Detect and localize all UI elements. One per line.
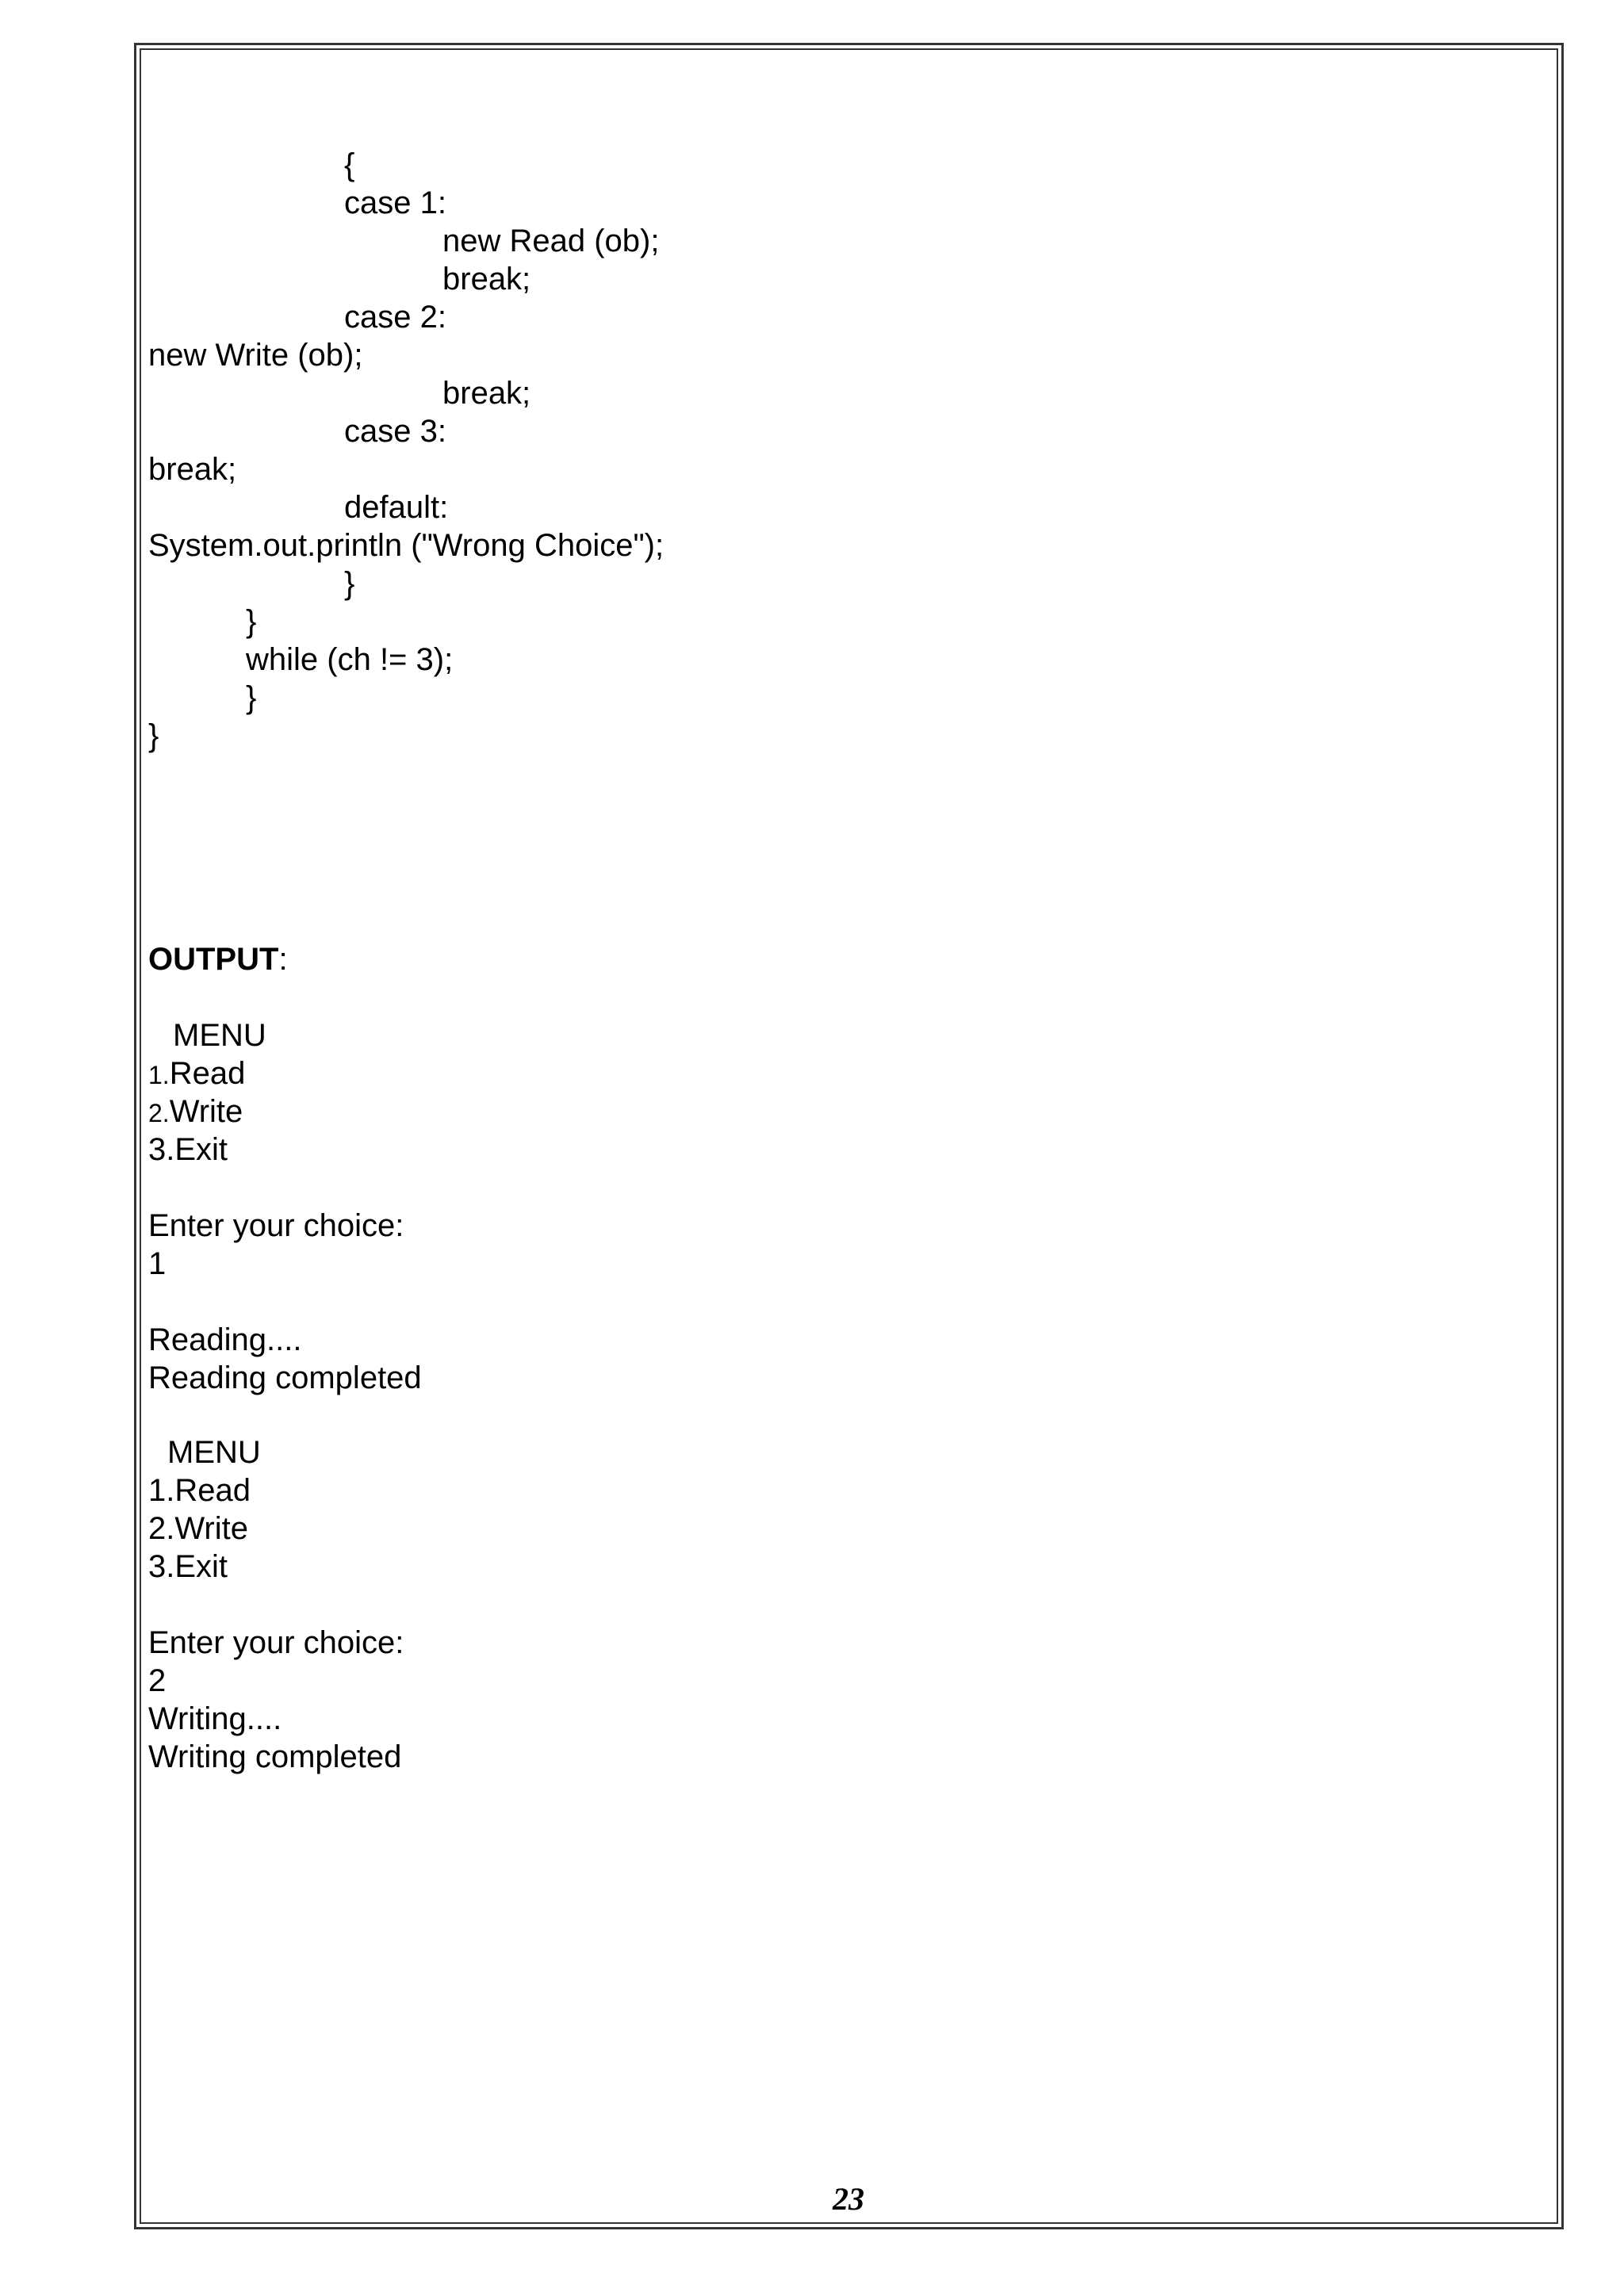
code-while: while (ch != 3); xyxy=(246,642,454,677)
run2-choice: 2 xyxy=(148,1663,167,1698)
code-break-3: break; xyxy=(148,452,237,487)
run1-message-1: Reading.... xyxy=(148,1322,302,1357)
run1-menu-option-3: 3.Exit xyxy=(148,1132,228,1167)
run1-menu-title: MENU xyxy=(173,1018,266,1053)
run2-menu-option-1: 1.Read xyxy=(148,1473,251,1508)
run2-message-1: Writing.... xyxy=(148,1701,282,1736)
code-close-switch: } xyxy=(344,566,355,601)
run2-message-2: Writing completed xyxy=(148,1739,402,1774)
page-border-inner xyxy=(140,48,1558,2224)
code-case-1: case 1: xyxy=(344,186,446,220)
code-close-do: } xyxy=(246,604,257,639)
code-default: default: xyxy=(344,490,449,525)
code-println: System.out.println ("Wrong Choice"); xyxy=(148,528,665,563)
code-close-main: } xyxy=(246,680,257,715)
run2-menu-option-3: 3.Exit xyxy=(148,1549,228,1584)
code-case-2: case 2: xyxy=(344,300,446,335)
run2-prompt: Enter your choice: xyxy=(148,1625,404,1660)
run1-option-2-number: 2. xyxy=(148,1099,170,1127)
run2-menu-title: MENU xyxy=(167,1435,261,1470)
run1-prompt: Enter your choice: xyxy=(148,1208,404,1243)
code-break-2: break; xyxy=(442,376,531,411)
run1-option-2-label: Write xyxy=(169,1094,243,1129)
run1-option-1-label: Read xyxy=(169,1056,246,1091)
run1-menu-option-1 xyxy=(148,1054,245,1094)
code-new-write: new Write (ob); xyxy=(148,338,363,373)
run2-menu-option-2: 2.Write xyxy=(148,1511,248,1546)
output-heading-colon: : xyxy=(278,942,288,977)
run1-menu-option-2 xyxy=(148,1093,243,1132)
run1-option-1-number: 1. xyxy=(148,1061,170,1089)
code-open-brace: { xyxy=(344,147,355,182)
code-new-read: new Read (ob); xyxy=(442,224,660,258)
run1-choice: 1 xyxy=(148,1246,167,1281)
code-break-1: break; xyxy=(442,262,531,297)
run1-message-2: Reading completed xyxy=(148,1360,422,1395)
output-heading xyxy=(148,940,288,978)
code-case-3: case 3: xyxy=(344,414,446,449)
output-heading-label: OUTPUT xyxy=(148,942,279,977)
code-close-class: } xyxy=(148,718,159,753)
page-number: 23 xyxy=(833,2181,864,2217)
